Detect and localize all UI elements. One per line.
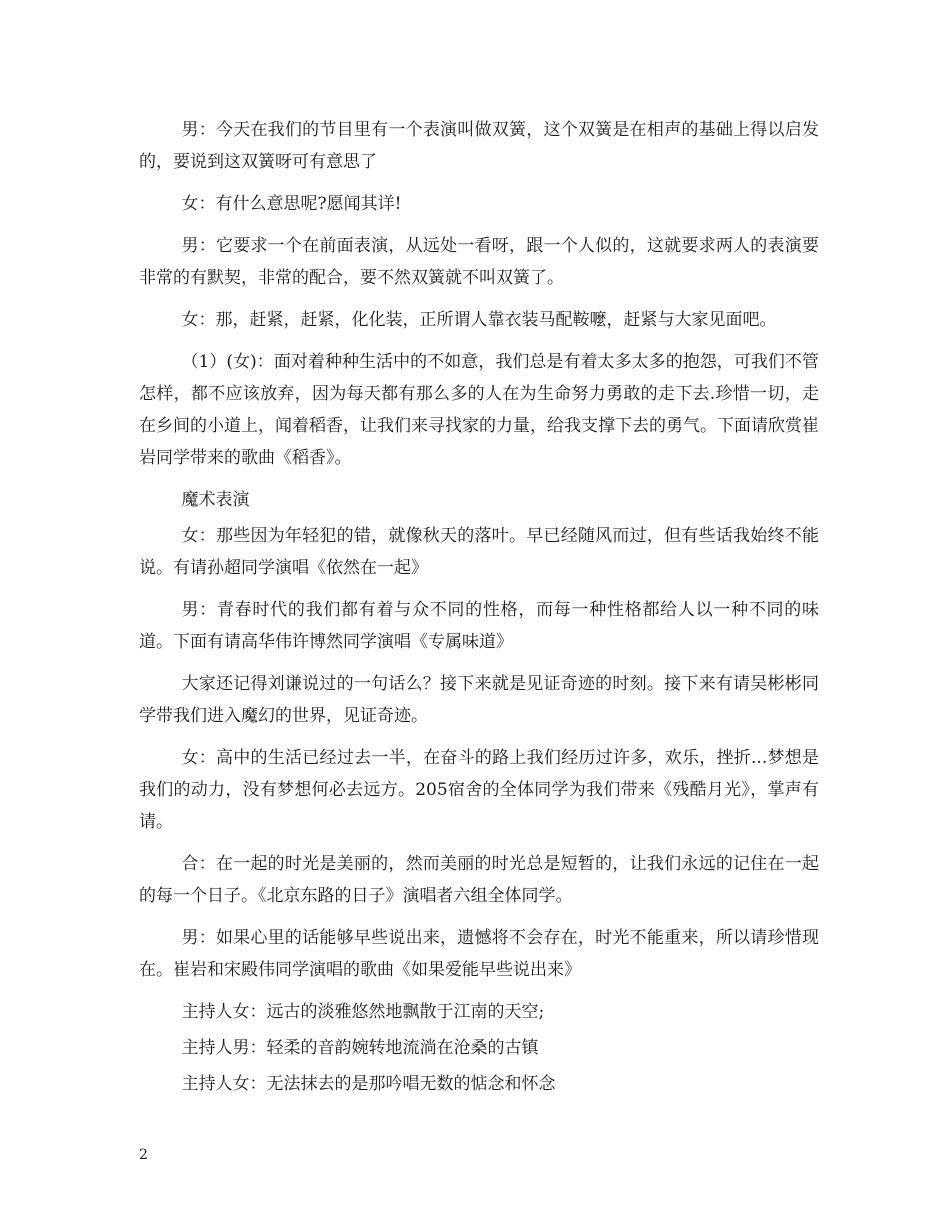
document-body	[139, 114, 819, 1104]
paragraph-7: 女：那些因为年轻犯的错，就像秋天的落叶。早已经随风而过，但有些话我始终不能说。有请孙超同学演唱《依然在一起》	[139, 526, 819, 578]
paragraph-8: 男：青春时代的我们都有着与众不同的性格，而每一种性格都给人以一种不同的味道。下面有请高华伟许博然同学演唱《专属味道》	[139, 600, 819, 652]
paragraph-11: 合：在一起的时光是美丽的，然而美丽的时光总是短暂的，让我们永远的记住在一起的每一个日子。《北京东路的日子》演唱者六组全体同学。	[139, 854, 819, 906]
paragraph-9: 大家还记得刘谦说过的一句话么？接下来就是见证奇迹的时刻。接下来有请吴彬彬同学带我们进入魔幻的世界，见证奇迹。	[139, 674, 819, 726]
paragraph-3: 男：它要求一个在前面表演，从远处一看呀，跟一个人似的，这就要求两人的表演要非常的有默契，非常的配合，要不然双簧就不叫双簧了。	[139, 236, 819, 288]
paragraph-10: 女：高中的生活已经过去一半，在奋斗的路上我们经历过许多，欢乐，挫折...梦想是我们的动力，没有梦想何必去远方。205宿舍的全体同学为我们带来《残酷月光》，掌声有请。	[139, 748, 819, 832]
paragraph-13: 主持人女：远古的淡雅悠然地飘散于江南的天空;	[181, 1002, 545, 1022]
page-number: 2	[139, 1147, 148, 1163]
paragraph-2: 女：有什么意思呢?愿闻其详!	[181, 194, 402, 214]
paragraph-12: 男：如果心里的话能够早些说出来，遗憾将不会存在，时光不能重来，所以请珍惜现在。崔岩和宋殿伟同学演唱的歌曲《如果爱能早些说出来》	[139, 928, 819, 980]
paragraph-5: （1）(女)：面对着种种生活中的不如意，我们总是有着太多太多的抱怨，可我们不管怎样，都不应该放弃，因为每天都有那么多的人在为生命努力勇敢的走下去.珍惜一切，走在乡间的小道上，闻着稻香，让我们来寻找家的力量，给我支撑下去的勇气。下面请欣赏崔岩同学带来的歌曲《稻香》。	[139, 352, 819, 468]
paragraph-1: 男：今天在我们的节目里有一个表演叫做双簧，这个双簧是在相声的基础上得以启发的，要说到这双簧呀可有意思了	[139, 120, 819, 172]
paragraph-15: 主持人女：无法抹去的是那吟唱无数的惦念和怀念	[181, 1074, 556, 1094]
paragraph-14: 主持人男：轻柔的音韵婉转地流淌在沧桑的古镇	[181, 1038, 539, 1058]
paragraph-4: 女：那，赶紧，赶紧，化化装，正所谓人靠衣装马配鞍嚒，赶紧与大家见面吧。	[181, 310, 777, 330]
paragraph-6: 魔术表演	[181, 490, 250, 510]
